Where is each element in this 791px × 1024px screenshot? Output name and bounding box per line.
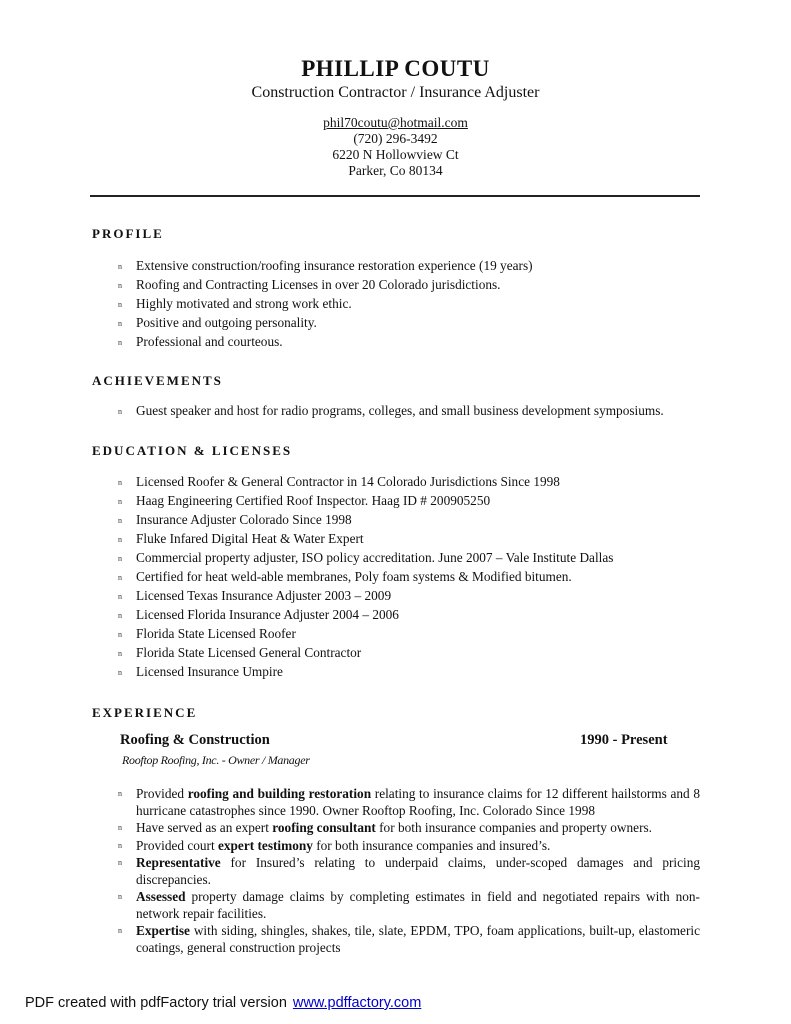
email-link[interactable]: phil70coutu@hotmail.com	[323, 115, 468, 130]
pdf-footer	[25, 995, 421, 1011]
experience-item-bold: Representative	[136, 855, 221, 870]
experience-item-post: relating to insurance claims for 12 different hailstorms and 8 hurricane catastrophes since 1990. Owner Rooftop Roofing, Inc. Colorado Since 1998	[136, 786, 700, 818]
list-item	[118, 643, 613, 662]
experience-item-post: with siding, shingles, shakes, tile, slate, EPDM, TPO, foam applications, built-up, elastomeric coatings, general construction projects	[136, 923, 700, 955]
experience-item-pre: Provided court	[136, 837, 218, 853]
phone-number: (720) 296-3492	[353, 131, 438, 146]
address-line-1: 6220 N Hollowview Ct	[332, 147, 459, 162]
list-item	[118, 855, 700, 889]
list-item-text: Fluke Infared Digital Heat & Water Expert	[136, 531, 364, 546]
experience-dates: 1990 - Present	[580, 732, 668, 748]
list-item-text: Licensed Texas Insurance Adjuster 2003 – 2009	[136, 588, 392, 603]
list-item	[118, 294, 533, 313]
bullet-icon: n	[118, 478, 122, 487]
list-item	[118, 889, 700, 923]
bullet-icon: n	[118, 649, 122, 658]
list-item-text: Highly motivated and strong work ethic.	[136, 296, 352, 311]
list-item	[118, 786, 700, 820]
bullet-icon: n	[118, 407, 122, 416]
list-item	[118, 491, 613, 510]
bullet-icon: n	[118, 926, 122, 935]
experience-heading: EXPERIENCE	[92, 705, 198, 720]
list-item	[118, 472, 613, 491]
candidate-subtitle: Construction Contractor / Insurance Adjuster	[251, 84, 540, 101]
list-item	[118, 567, 613, 586]
bullet-icon: n	[118, 281, 122, 290]
achievements-heading: ACHIEVEMENTS	[92, 373, 223, 388]
experience-company: Roofing & Construction	[120, 732, 270, 748]
experience-item-bold: roofing and building restoration	[187, 786, 372, 801]
list-item-text: Licensed Florida Insurance Adjuster 2004 – 2006	[136, 607, 399, 622]
experience-item-bold: Expertise	[136, 923, 190, 938]
profile-list	[118, 256, 533, 351]
list-item	[118, 256, 533, 275]
profile-heading: PROFILE	[92, 226, 164, 241]
list-item	[118, 510, 613, 529]
list-item	[118, 332, 533, 351]
list-item-text: Licensed Roofer & General Contractor in 14 Colorado Jurisdictions Since 1998	[136, 474, 560, 489]
bullet-icon: n	[118, 516, 122, 525]
bullet-icon: n	[118, 823, 122, 832]
list-item-text: Florida State Licensed Roofer	[136, 626, 296, 641]
achievements-list	[118, 401, 664, 420]
list-item-text: Insurance Adjuster Colorado Since 1998	[136, 512, 352, 527]
bullet-icon: n	[118, 668, 122, 677]
list-item	[118, 401, 664, 420]
bullet-icon: n	[118, 840, 122, 850]
candidate-name: PHILLIP COUTU	[301, 56, 490, 81]
address-line-2: Parker, Co 80134	[348, 163, 443, 178]
experience-item-pre: Have served as an expert	[136, 820, 273, 835]
experience-item-bold: expert testimony	[217, 837, 313, 853]
list-item	[118, 605, 613, 624]
bullet-icon: n	[118, 611, 122, 620]
bullet-icon: n	[118, 554, 122, 563]
header-divider	[90, 195, 700, 197]
experience-list	[118, 786, 700, 957]
list-item-text: Certified for heat weld-able membranes, Poly foam systems & Modified bitumen.	[136, 569, 572, 584]
bullet-icon: n	[118, 535, 122, 544]
list-item-text: Roofing and Contracting Licenses in over 20 Colorado jurisdictions.	[136, 277, 501, 292]
footer-link[interactable]: www.pdffactory.com	[292, 995, 422, 1011]
list-item	[118, 548, 613, 567]
experience-item-bold: Assessed	[136, 889, 186, 904]
list-item	[118, 586, 613, 605]
bullet-icon: n	[118, 573, 122, 582]
footer-text: PDF created with pdfFactory trial version	[25, 995, 287, 1011]
bullet-icon: n	[118, 300, 122, 309]
list-item-text: Guest speaker and host for radio programs, colleges, and small business development symposiums.	[136, 403, 664, 418]
experience-item-post: for both insurance companies and insured’s.	[312, 837, 551, 853]
list-item-text: Commercial property adjuster, ISO policy accreditation. June 2007 – Vale Institute Dallas	[136, 550, 614, 565]
education-list	[118, 472, 613, 681]
list-item	[118, 529, 613, 548]
bullet-icon: n	[118, 892, 122, 901]
list-item	[118, 662, 613, 681]
experience-item-bold: roofing consultant	[272, 820, 376, 835]
experience-role: Rooftop Roofing, Inc. - Owner / Manager	[122, 753, 310, 767]
list-item	[118, 313, 533, 332]
bullet-icon: n	[118, 262, 122, 271]
list-item-text: Professional and courteous.	[136, 334, 283, 349]
bullet-icon: n	[118, 858, 122, 867]
list-item-text: Extensive construction/roofing insurance restoration experience (19 years)	[136, 258, 533, 273]
experience-item-post: property damage claims by completing estimates in field and negotiated repairs with non-network repair facilities.	[136, 889, 700, 921]
list-item-text: Licensed Insurance Umpire	[136, 664, 283, 679]
experience-item-post: for Insured’s relating to underpaid claims, under-scoped damages and pricing discrepancies.	[136, 855, 700, 887]
bullet-icon: n	[118, 497, 122, 506]
list-item	[118, 820, 700, 838]
bullet-icon: n	[118, 789, 122, 798]
list-item	[118, 275, 533, 294]
list-item-text: Positive and outgoing personality.	[136, 315, 317, 330]
bullet-icon: n	[118, 319, 122, 328]
education-heading: EDUCATION & LICENSES	[92, 443, 293, 458]
bullet-icon: n	[118, 338, 122, 347]
list-item	[118, 923, 700, 957]
list-item-text: Florida State Licensed General Contractor	[136, 645, 362, 660]
experience-item-post: for both insurance companies and property owners.	[375, 820, 652, 835]
bullet-icon: n	[118, 630, 122, 639]
list-item	[118, 624, 613, 643]
list-item	[118, 838, 700, 856]
experience-item-pre: Provided	[136, 786, 188, 801]
bullet-icon: n	[118, 592, 122, 601]
list-item-text: Haag Engineering Certified Roof Inspector. Haag ID # 200905250	[136, 493, 491, 508]
